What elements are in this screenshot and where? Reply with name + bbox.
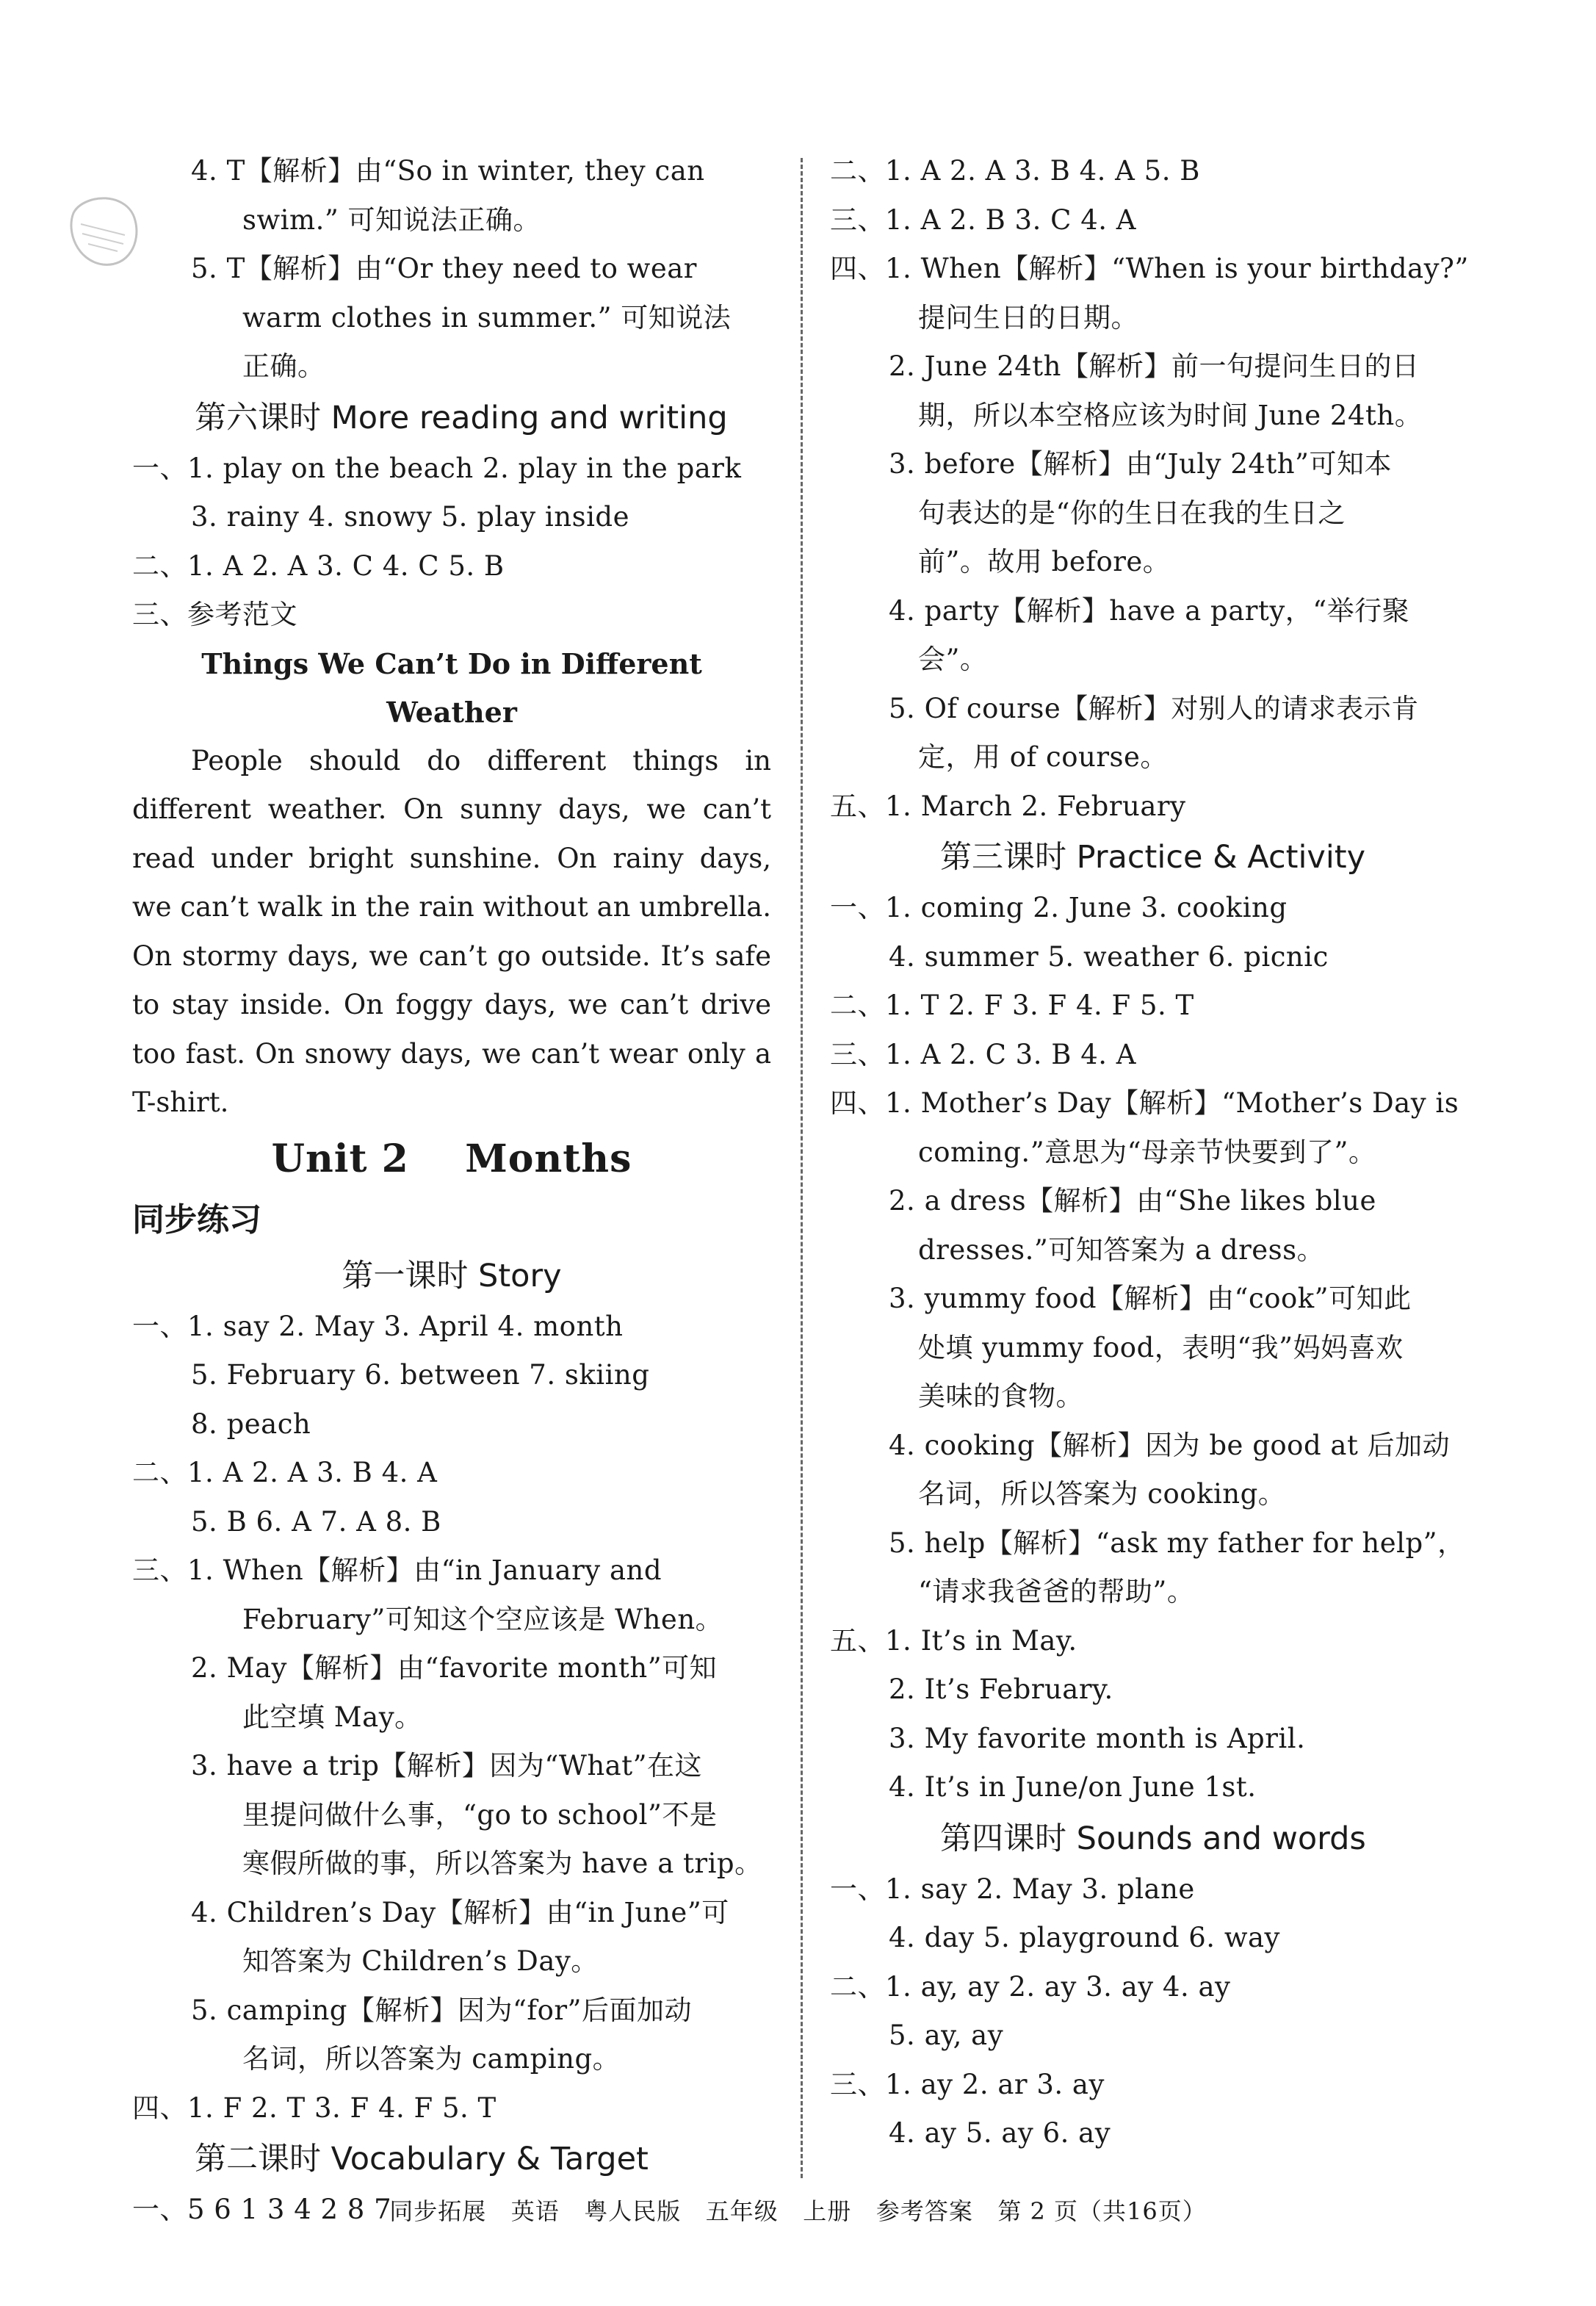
answer-line: 3. have a trip【解析】因为“What”在这: [191, 1750, 703, 1781]
answer-line: 前”。故用 before。: [918, 546, 1171, 577]
answer-line: 5. T【解析】由“Or they need to wear: [191, 253, 697, 284]
answer-line: 美味的食物。: [918, 1380, 1083, 1412]
answer-line: 3. rainy 4. snowy 5. play inside: [191, 501, 629, 533]
answer-line: 4. cooking【解析】因为 be good at 后加动: [889, 1429, 1451, 1461]
answer-line: 4. T【解析】由“So in winter, they can: [191, 155, 705, 187]
answer-line: 提问生日的日期。: [918, 301, 1138, 334]
answer-line: 二、1. A 2. A 3. B 4. A 5. B: [830, 155, 1200, 187]
unit-title: Unit 2 Months: [271, 1136, 632, 1181]
answer-line: 2. a dress【解析】由“She likes blue: [889, 1185, 1376, 1217]
answer-line: 5. ay, ay: [889, 2019, 1004, 2051]
essay-title: Things We Can’t Do in Different Weather: [201, 646, 702, 729]
answer-line: 名词，所以答案为 cooking。: [918, 1478, 1286, 1510]
answer-line: 4. ay 5. ay 6. ay: [889, 2117, 1111, 2149]
left-column: [132, 147, 771, 2235]
answer-line: 2. June 24th【解析】前一句提问生日的日: [889, 350, 1420, 382]
answer-line: 一、1. play on the beach 2. play in the park: [132, 452, 742, 484]
answer-line: 5. Of course【解析】对别人的请求表示肯: [889, 692, 1419, 724]
answer-line: 期，所以本空格应该为时间 June 24th。: [918, 399, 1423, 431]
answer-line: 4. party【解析】have a party，“举行聚: [889, 594, 1410, 627]
lesson-heading: 第六课时 More reading and writing: [195, 399, 728, 436]
answer-line: 2. May【解析】由“favorite month”可知: [191, 1652, 718, 1684]
answer-line: 2. It’s February.: [889, 1673, 1113, 1705]
essay-paragraph: People should do different things in different weather. On sunny days, we can’t read under bright sunshine. On rainy days, we can’t walk in the rain without an umbrella. On stormy days, we can’t go outside. It’s safe to stay inside. On foggy days, we can’t drive too fast. On snowy days, we can’t wear only a T-shirt.: [132, 744, 771, 1118]
answer-line: 一、5 6 1 3 4 2 8 7: [132, 2194, 392, 2225]
answer-line: 三、1. When【解析】由“in January and: [132, 1554, 662, 1586]
answer-line: 正确。: [242, 350, 325, 382]
answer-line: 二、1. ay, ay 2. ay 3. ay 4. ay: [830, 1970, 1231, 2003]
answer-line: 3. before【解析】由“July 24th”可知本: [889, 448, 1392, 480]
answer-line: 三、1. A 2. B 3. C 4. A: [830, 203, 1136, 236]
answer-line: 三、参考范文: [132, 599, 297, 630]
answer-line: 会”。: [918, 644, 988, 675]
answer-line: 4. Children’s Day【解析】由“in June”可: [191, 1896, 729, 1928]
answer-line: 5. help【解析】“ask my father for help”，: [889, 1527, 1465, 1559]
answer-line: 二、1. T 2. F 3. F 4. F 5. T: [830, 990, 1194, 1021]
lesson-heading: 第一课时 Story: [342, 1257, 562, 1294]
answer-line: 5. camping【解析】因为“for”后面加动: [191, 1994, 692, 2026]
answer-line: dresses.”可知答案为 a dress。: [918, 1233, 1325, 1266]
answer-line: “请求我爸爸的帮助”。: [918, 1576, 1195, 1607]
answer-line: 3. My favorite month is April.: [889, 1722, 1306, 1754]
answer-line: 5. B 6. A 7. A 8. B: [191, 1505, 441, 1538]
answer-line: 寒假所做的事，所以答案为 have a trip。: [242, 1848, 762, 1879]
section-heading: 同步练习: [132, 1200, 261, 1239]
answer-line: 四、1. F 2. T 3. F 4. F 5. T: [132, 2091, 497, 2124]
answer-line: 五、1. March 2. February: [830, 790, 1186, 822]
answer-line: 处填 yummy food，表明“我”妈妈喜欢: [918, 1331, 1404, 1363]
answer-line: 8. peach: [191, 1408, 311, 1440]
answer-line: 四、1. When【解析】“When is your birthday?”: [830, 253, 1469, 284]
answer-line: 知答案为 Children’s Day。: [242, 1945, 599, 1977]
answer-line: 五、1. It’s in May.: [830, 1624, 1077, 1657]
right-column: [830, 147, 1476, 2158]
answer-line: 二、1. A 2. A 3. B 4. A: [132, 1457, 438, 1488]
answer-line: 一、1. coming 2. June 3. cooking: [830, 892, 1288, 923]
answer-line: swim.” 可知说法正确。: [242, 203, 541, 236]
answer-line: 四、1. Mother’s Day【解析】“Mother’s Day is: [830, 1087, 1459, 1119]
answer-line: 4. day 5. playground 6. way: [889, 1922, 1280, 1953]
answer-line: warm clothes in summer.” 可知说法: [242, 301, 732, 334]
answer-line: 定，用 of course。: [918, 741, 1168, 773]
answer-line: 此空填 May。: [242, 1701, 422, 1733]
answer-line: 4. summer 5. weather 6. picnic: [889, 940, 1329, 973]
lesson-heading: 第四课时 Sounds and words: [940, 1820, 1366, 1857]
answer-line: 4. It’s in June/on June 1st.: [889, 1771, 1257, 1803]
answer-line: coming.”意思为“母亲节快要到了”。: [918, 1136, 1376, 1168]
lesson-heading: 第三课时 Practice & Activity: [940, 839, 1366, 876]
answer-line: 二、1. A 2. A 3. C 4. C 5. B: [132, 550, 505, 582]
page-footer: 同步拓展 英语 粤人民版 五年级 上册 参考答案 第 2 页（共16页）: [389, 2197, 1207, 2225]
answer-line: 句表达的是“你的生日在我的生日之: [918, 497, 1346, 529]
answer-line: 3. yummy food【解析】由“cook”可知此: [889, 1283, 1412, 1314]
answer-line: 里提问做什么事，“go to school”不是: [242, 1798, 718, 1831]
answer-line: 名词，所以答案为 camping。: [242, 2043, 621, 2075]
column-divider: [801, 158, 803, 2178]
answer-line: 5. February 6. between 7. skiing: [191, 1359, 650, 1391]
answer-line: 一、1. say 2. May 3. April 4. month: [132, 1310, 624, 1342]
answer-line: 三、1. A 2. C 3. B 4. A: [830, 1038, 1136, 1070]
answer-line: February”可知这个空应该是 When。: [242, 1603, 723, 1635]
answer-line: 三、1. ay 2. ar 3. ay: [830, 2068, 1105, 2100]
lesson-heading: 第二课时 Vocabulary & Target: [195, 2141, 649, 2177]
answer-line: 一、1. say 2. May 3. plane: [830, 1873, 1195, 1905]
